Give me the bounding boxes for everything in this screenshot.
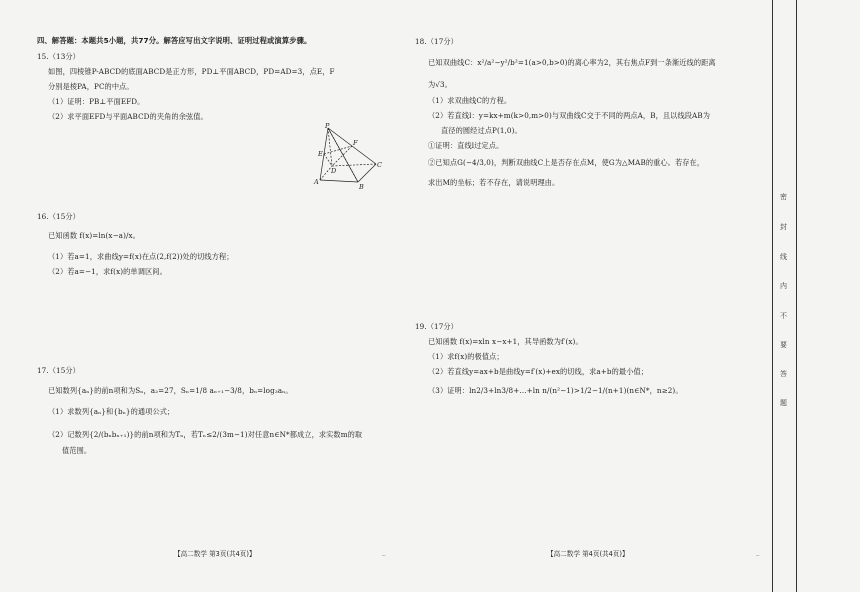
fig-label-e: E: [318, 150, 323, 158]
fig-label-d: D: [331, 167, 337, 175]
q18-part1: （1）求双曲线C的方程。: [428, 96, 512, 105]
q17-part2b: 值范围。: [62, 446, 92, 455]
footer-dash-left: _: [382, 548, 386, 556]
q18-sub2a: ②已知点G(−4/3,0)，判断双曲线C上是否存在点M，使G为△MAB的重心。若存在，: [428, 158, 705, 167]
pyramid-figure: [308, 122, 388, 192]
q18-sub2b: 求出M的坐标；若不存在，请说明理由。: [428, 178, 560, 187]
q18-given-b: 为√3。: [428, 80, 452, 89]
q16-number: 16.（15分）: [37, 212, 80, 221]
fig-label-p: P: [325, 122, 330, 130]
fig-label-b: B: [359, 183, 364, 191]
q18-part2b: 直径的圆经过点P(1,0)。: [441, 126, 522, 135]
q15-part2: （2）求平面EFD与平面ABCD的夹角的余弦值。: [48, 112, 208, 121]
binding-char: 要: [780, 341, 787, 349]
q17-number: 17.（15分）: [37, 366, 80, 375]
q17-part1: （1）求数列{aₙ}和{bₙ}的通项公式；: [48, 407, 175, 416]
q18-number: 18.（17分）: [415, 37, 458, 46]
binding-char: 题: [780, 399, 787, 407]
q15-line1: 如图，四棱锥P-ABCD的底面ABCD是正方形，PD⊥平面ABCD，PD=AD=3，点E，F: [48, 67, 335, 76]
q19-part2: （2）若直线y=ax+b是曲线y=f′(x)+ex的切线，求a+b的最小值；: [428, 367, 649, 376]
footer-dash-right: _: [756, 548, 760, 556]
q15-line2: 分别是棱PA，PC的中点。: [48, 82, 134, 91]
q17-given: 已知数列{aₙ}的前n项和为Sₙ，a₂=27，Sₙ=1/8 aₙ₊₁−3/8，bₙ=log₃aₙ。: [48, 386, 293, 395]
q15-number: 15.（13分）: [37, 52, 80, 61]
binding-char: 答: [780, 370, 787, 378]
q19-part3: （3）证明：ln2/3+ln3/8+…+ln n/(n²−1)>1/2−1/(n+1)(n∈N*，n≥2)。: [428, 386, 683, 395]
binding-char: 密: [780, 193, 787, 201]
binding-char: 线: [780, 253, 787, 261]
q19-given: 已知函数 f(x)=xln x−x+1，其导函数为f′(x)。: [428, 337, 583, 346]
fig-label-f: F: [353, 139, 358, 147]
q19-number: 19.（17分）: [415, 322, 458, 331]
q19-part1: （1）求f(x)的极值点；: [428, 352, 504, 361]
q16-given: 已知函数 f(x)=ln(x−a)/x。: [48, 231, 140, 240]
q16-part2: （2）若a=−1，求f(x)的单调区间。: [48, 267, 167, 276]
q18-part2a: （2）若直线l：y=kx+m(k>0,m>0)与双曲线C交于不同的两点A，B，且以线段AB为: [428, 111, 711, 120]
q16-part1: （1）若a=1，求曲线y=f(x)在点(2,f(2))处的切线方程；: [48, 252, 234, 261]
footer-page4: 【高二数学 第4页(共4页)】: [547, 550, 629, 558]
q15-part1: （1）证明：PB⊥平面EFD。: [48, 97, 145, 106]
footer-page3: 【高二数学 第3页(共4页)】: [174, 550, 256, 558]
binding-line-outer: [796, 0, 797, 592]
fig-label-a: A: [314, 178, 319, 186]
q18-given-a: 已知双曲线C：x²/a²−y²/b²=1(a>0,b>0)的离心率为2，其右焦点F到一条渐近线的距离: [428, 58, 716, 67]
binding-char: 内: [780, 282, 787, 290]
fig-label-c: C: [377, 161, 382, 169]
binding-line-inner: [772, 0, 773, 592]
binding-char: 封: [780, 223, 787, 231]
q18-sub1: ①证明：直线l过定点。: [428, 141, 504, 150]
binding-char: 不: [780, 312, 787, 320]
q17-part2a: （2）记数列{2/(bₙbₙ₊₁)}的前n项和为Tₙ，若Tₙ≤2/(3m−1)对任意n∈N*都成立，求实数m的取: [48, 430, 363, 439]
section-heading: 四、解答题：本题共5小题，共77分。解答应写出文字说明、证明过程或演算步骤。: [37, 36, 312, 45]
